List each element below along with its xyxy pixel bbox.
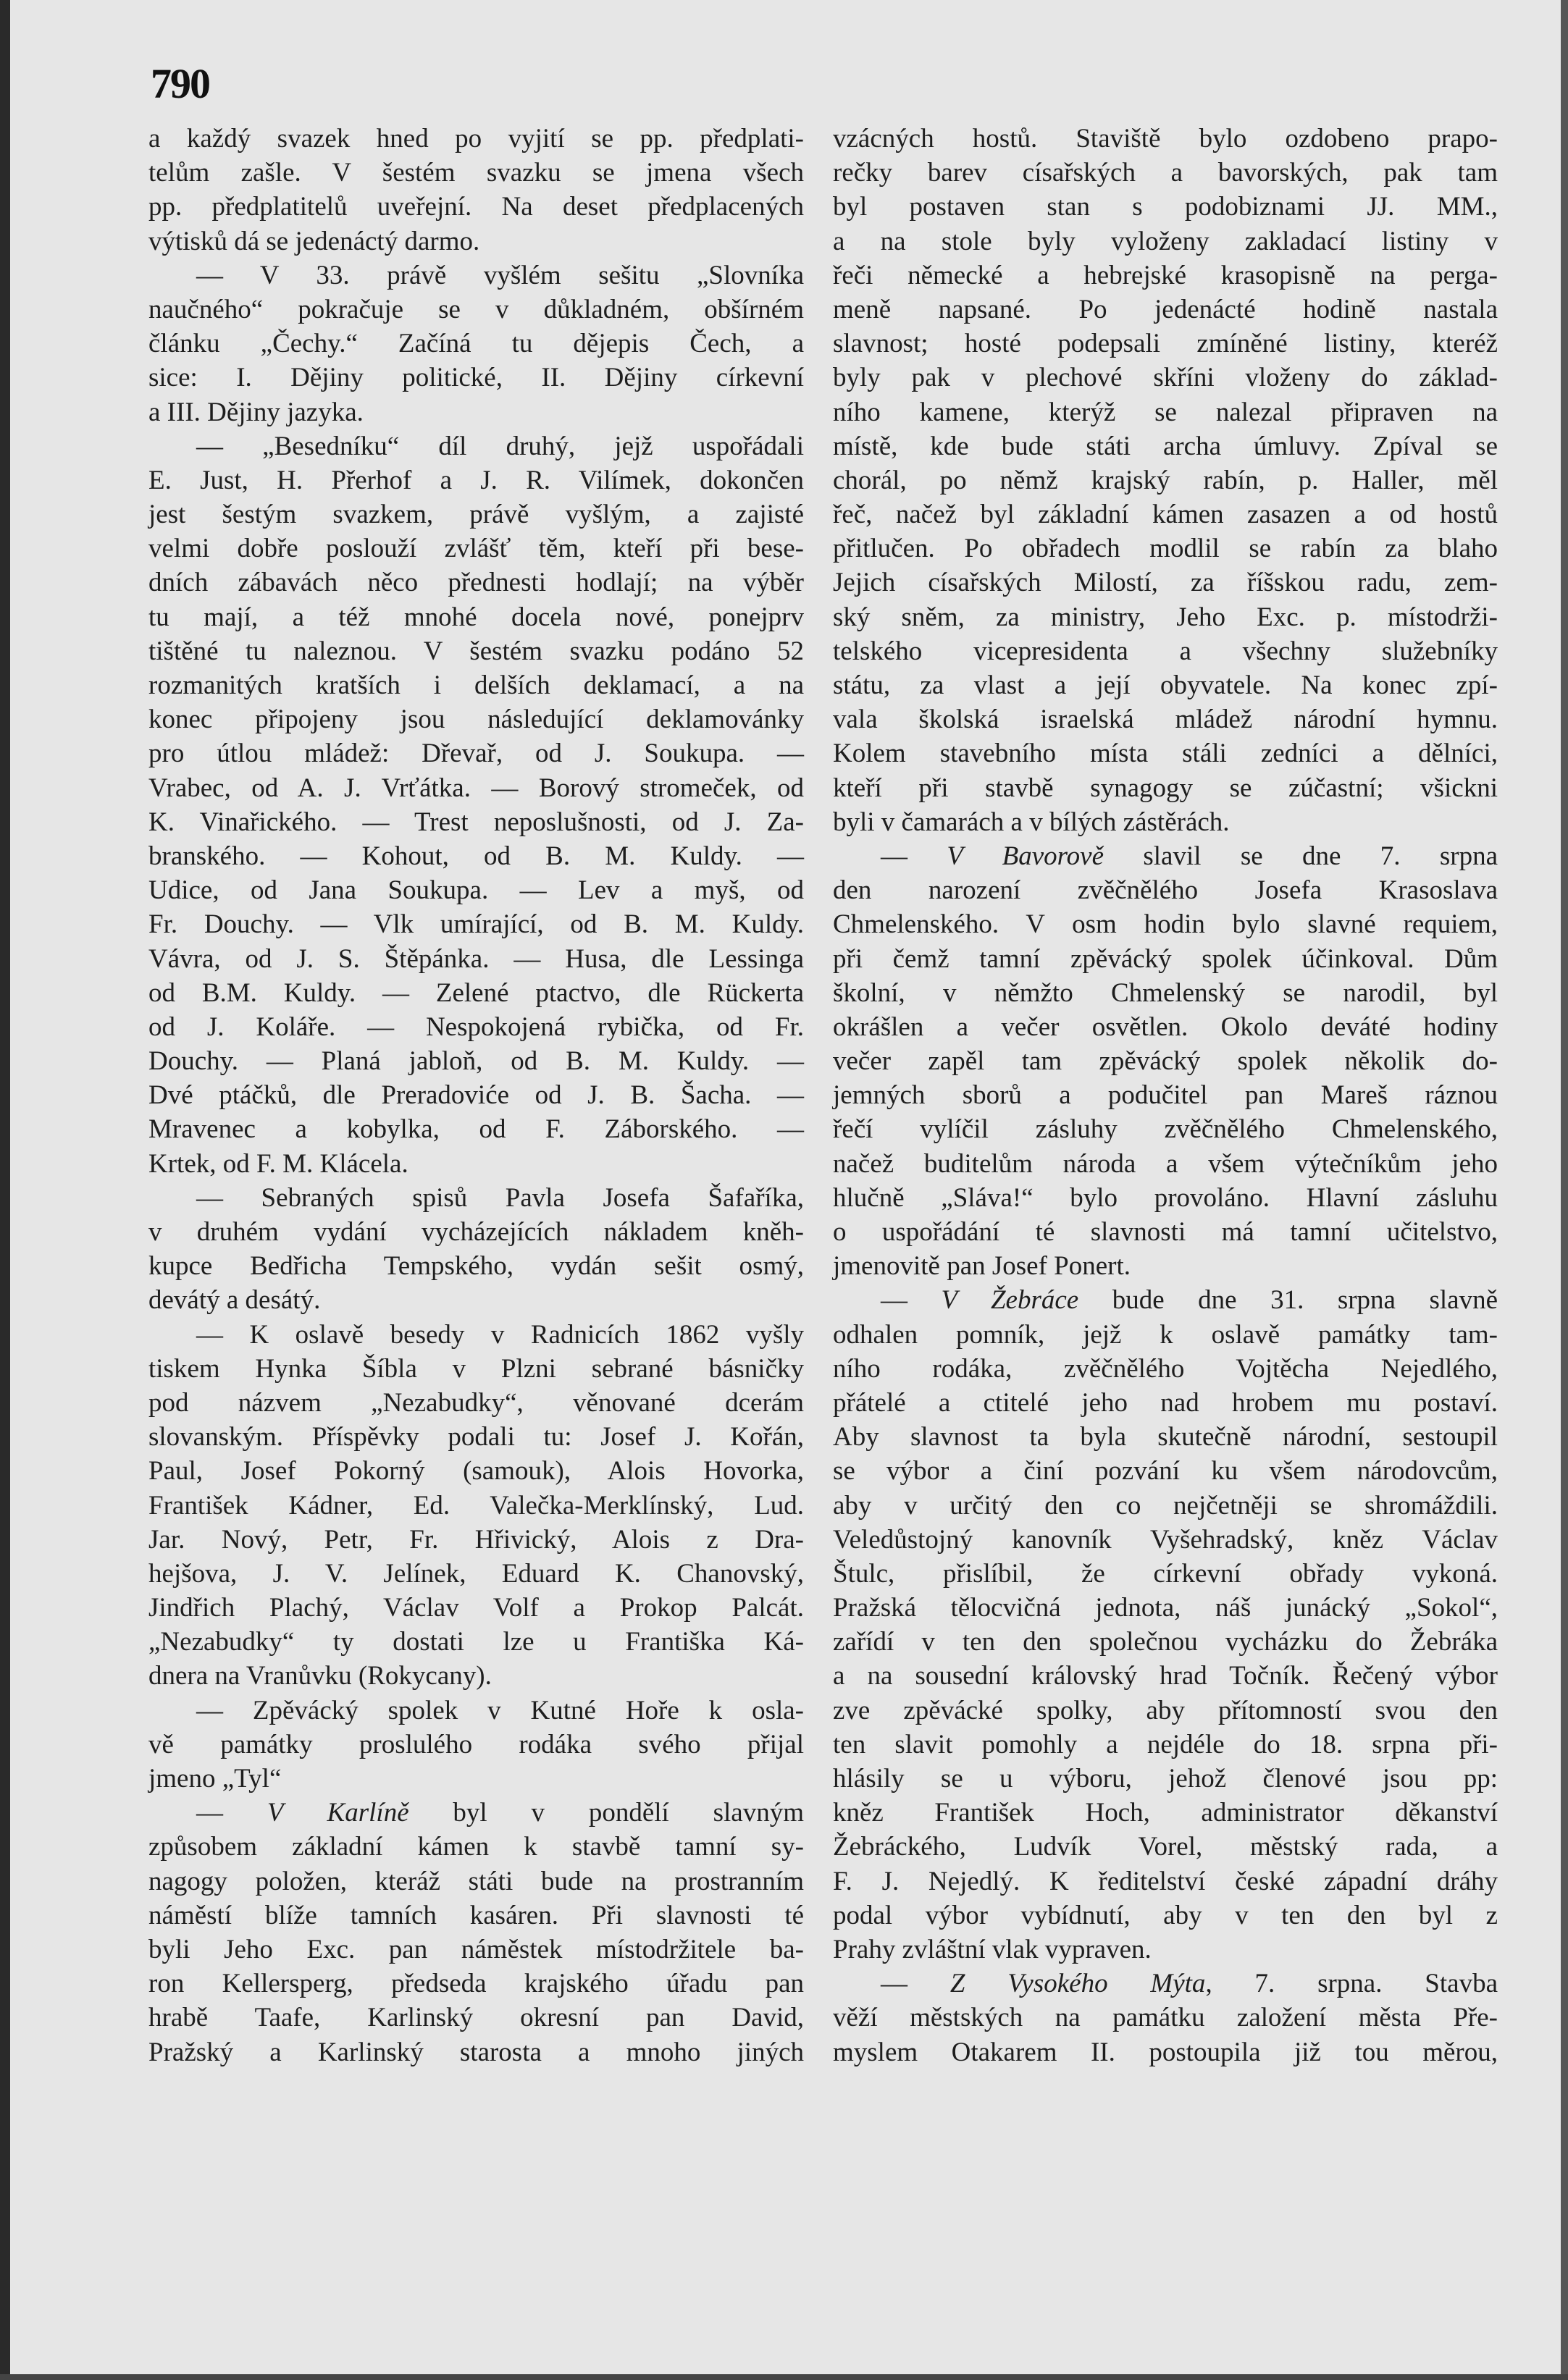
text-line: sice: I. Dějiny politické, II. Dějiny církevní (148, 363, 804, 393)
text-line: — K oslavě besedy v Radnicích 1862 vyšly (196, 1319, 804, 1350)
text-line: Dvé ptáčků, dle Preradoviće od J. B. Šacha. — (148, 1080, 804, 1111)
text-line: tu mají, a též mnohé docela nové, ponejprv (148, 602, 804, 632)
italic-place-name: Z Vysokého Mýta (949, 1969, 1206, 1999)
text-line: náměstí blíže tamních kasáren. Při slavnosti té (148, 1900, 804, 1930)
text-line: pp. předplatitelů uveřejní. Na deset předplacených (148, 192, 804, 222)
text-line: řeč, načež byl základní kámen zasazen a od hostů (833, 500, 1498, 530)
text-line: způsobem základní kámen k stavbě tamní sy- (148, 1832, 804, 1862)
text-line: slavnost; hosté podepsali zmíněné listiny, kteréž (833, 329, 1498, 359)
text-line: se výbor a činí pozvání ku všem národovcům, (833, 1456, 1498, 1487)
text-line: jemných sborů a podučitel pan Mareš ráznou (833, 1080, 1498, 1111)
text-line: okrášlen a večer osvětlen. Okolo deváté hodiny (833, 1012, 1498, 1042)
text-line: a každý svazek hned po vyjití se pp. předplati- (148, 124, 804, 154)
text-line: byly pak v plechové skříni vloženy do základ- (833, 363, 1498, 393)
text-line: Krtek, od F. M. Klácela. (148, 1148, 408, 1179)
text-line (833, 839, 1498, 873)
text-line: — „Besedníku“ díl druhý, jejž uspořádali (196, 431, 804, 461)
scan-edge-bottom (0, 2374, 1568, 2380)
paragraph (148, 1181, 804, 1318)
text-line: věží městských na památku založení města Pře- (833, 2003, 1498, 2033)
text-line: den narození zvěčnělého Josefa Krasoslava (833, 875, 1498, 906)
text-line: — Zpěvácký spolek v Kutné Hoře k osla- (196, 1695, 804, 1725)
text-line: článku „Čechy.“ Začíná tu dějepis Čech, a (148, 329, 804, 359)
text-line: ního kamene, kterýž se nalezal připraven na (833, 397, 1498, 427)
text-line: telům zašle. V šestém svazku se jmena všech (148, 158, 804, 188)
text-line: Mravenec a kobylka, od F. Záborského. — (148, 1114, 804, 1145)
text-line: státu, za vlast a její obyvatele. Na konec zpí- (833, 670, 1498, 700)
text-line: v druhém vydání vycházejících nákladem kněh- (148, 1217, 804, 1247)
text-line: E. Just, H. Přerhof a J. R. Vilímek, dokončen (148, 465, 804, 495)
text-line: kteří při stavbě synagogy se zúčastní; všickni (833, 773, 1498, 803)
text-line: Prahy zvláštní vlak vypraven. (833, 1934, 1152, 1964)
text-line: o uspořádání té slavnosti má tamní učitelstvo, (833, 1217, 1498, 1247)
italic-place-name: V Karlíně (267, 1798, 409, 1828)
text-line: vě památky proslulého rodáka svého přijal (148, 1729, 804, 1759)
line-segment: — (881, 1285, 942, 1316)
text-line: při čemž tamní zpěvácký spolek účinkoval. Dům (833, 943, 1498, 974)
line-segment: — (881, 1969, 950, 1999)
text-line: tištěné tu naleznou. V šestém svazku podáno 52 (148, 636, 804, 666)
text-line: meně napsané. Po jedenácté hodině nastala (833, 294, 1498, 324)
paragraph (148, 258, 804, 429)
text-line: Douchy. — Planá jabloň, od B. M. Kuldy. — (148, 1046, 804, 1077)
text-line: aby v určitý den co nejčetněji se shromáždili. (833, 1490, 1498, 1521)
text-line: Jindřich Plachý, Václav Volf a Prokop Palcát. (148, 1593, 804, 1623)
text-line: Pražský a Karlinský starosta a mnoho jiných (148, 2037, 804, 2067)
text-line: Jejich císařských Milostí, za říšskou radu, zem- (833, 568, 1498, 598)
text-line: nagogy položen, kteráž státi bude na prostranním (148, 1866, 804, 1896)
text-line: Vávra, od J. S. Štěpánka. — Husa, dle Lessinga (148, 943, 804, 974)
text-line: hlásily se u výboru, jehož členové jsou pp: (833, 1764, 1498, 1794)
text-line: jmenovitě pan Josef Ponert. (833, 1251, 1131, 1282)
text-line: řečí vylíčil zásluhy zvěčnělého Chmelenského, (833, 1114, 1498, 1145)
text-line: místě, kde bude státi archa úmluvy. Zpíval se (833, 431, 1498, 461)
text-line: Paul, Josef Pokorný (samouk), Alois Hovorka, (148, 1456, 804, 1487)
text-line: chorál, po němž krajský rabín, p. Haller, měl (833, 465, 1498, 495)
line-segment: — (196, 1798, 267, 1828)
text-line: Pražská tělocvičná jednota, náš junácký „Sokol“, (833, 1593, 1498, 1623)
paragraph (148, 122, 804, 258)
paragraph (148, 1796, 804, 2069)
text-line: pro útlou mládež: Dřevař, od J. Soukupa. — (148, 739, 804, 769)
text-line: jest šestým svazkem, právě vyšlým, a zajisté (148, 500, 804, 530)
line-segment: — (881, 841, 947, 871)
text-line: kněz František Hoch, administrator děkanství (833, 1798, 1498, 1828)
text-line: jmeno „Tyl“ (148, 1764, 282, 1794)
italic-place-name: V Bavorově (947, 841, 1104, 871)
text-line: Štulc, přislíbil, že církevní obřady vykoná. (833, 1558, 1498, 1589)
text-line: a na stole byly vyloženy zakladací listiny v (833, 226, 1498, 256)
text-column-left (148, 122, 804, 2069)
text-line: „Nezabudky“ ty dostati lze u Františka Ká- (148, 1627, 804, 1657)
text-line: Aby slavnost ta byla skutečně národní, sestoupil (833, 1422, 1498, 1452)
text-line (833, 1283, 1498, 1317)
text-line: devátý a desátý. (148, 1285, 321, 1316)
text-line: od B.M. Kuldy. — Zelené ptactvo, dle Rückerta (148, 977, 804, 1008)
text-line: ský sněm, za ministry, Jeho Exc. p. místodrži- (833, 602, 1498, 632)
scan-edge-left (0, 0, 10, 2380)
line-segment: , 7. srpna. Stavba (1205, 1969, 1498, 1999)
text-line: slovanským. Příspěvky podali tu: Josef J. Kořán, (148, 1422, 804, 1452)
text-line: byli Jeho Exc. pan náměstek místodržitele ba- (148, 1934, 804, 1964)
text-line: pod názvem „Nezabudky“, věnované dcerám (148, 1387, 804, 1418)
text-line: naučného“ pokračuje se v důkladném, obšírném (148, 294, 804, 324)
text-line: branského. — Kohout, od B. M. Kuldy. — (148, 841, 804, 871)
text-line: Jar. Nový, Petr, Fr. Hřivický, Alois z Dra- (148, 1524, 804, 1555)
text-line: rečky barev císařských a bavorských, pak tam (833, 158, 1498, 188)
text-line (148, 1796, 804, 1830)
text-line: byl postaven stan s podobiznami JJ. MM., (833, 192, 1498, 222)
text-line: kupce Bedřicha Tempského, vydán sešit osmý, (148, 1251, 804, 1282)
text-line: myslem Otakarem II. postoupila již tou měrou, (833, 2037, 1498, 2067)
text-line: dnera na Vranůvku (Rokycany). (148, 1661, 492, 1691)
text-line: zve zpěvácké spolky, aby přítomností svou den (833, 1695, 1498, 1725)
text-line: telského vicepresidenta a všechny služebníky (833, 636, 1498, 666)
line-segment: byl v pondělí slavným (408, 1798, 804, 1828)
text-line: odhalen pomník, jejž k oslavě památky tam- (833, 1319, 1498, 1350)
text-line: Fr. Douchy. — Vlk umírající, od B. M. Kuldy. (148, 909, 804, 940)
paragraph (833, 1967, 1498, 2069)
text-line: Udice, od Jana Soukupa. — Lev a myš, od (148, 875, 804, 906)
text-line: — V 33. právě vyšlém sešitu „Slovníka (196, 260, 804, 290)
text-line (833, 1967, 1498, 2001)
text-line: hlučně „Sláva!“ bylo provoláno. Hlavní zásluhu (833, 1182, 1498, 1213)
text-line: konec připojeny jsou následující deklamovánky (148, 705, 804, 735)
text-line: — Sebraných spisů Pavla Josefa Šafaříka, (196, 1182, 804, 1213)
text-line: přitlučen. Po obřadech modlil se rabín za blaho (833, 534, 1498, 564)
text-line: od J. Koláře. — Nespokojená rybička, od Fr. (148, 1012, 804, 1042)
text-line: Vrabec, od A. J. Vrťátka. — Borový stromeček, od (148, 773, 804, 803)
text-line: Chmelenského. V osm hodin bylo slavné requiem, (833, 909, 1498, 940)
text-line: výtisků dá se jedenáctý darmo. (148, 226, 480, 256)
text-line: školní, v němžto Chmelenský se narodil, byl (833, 977, 1498, 1008)
text-line: velmi dobře poslouží zvlášť těm, kteří při bese- (148, 534, 804, 564)
italic-place-name: V Žebráce (941, 1285, 1079, 1316)
text-line: vzácných hostů. Staviště bylo ozdobeno prapo- (833, 124, 1498, 154)
text-line: Veledůstojný kanovník Vyšehradský, kněz Václav (833, 1524, 1498, 1555)
text-line: tiskem Hynka Šíbla v Plzni sebrané básničky (148, 1353, 804, 1384)
text-line: řeči německé a hebrejské krasopisně na perga- (833, 260, 1498, 290)
text-line: František Kádner, Ed. Valečka-Merklínský, Lud. (148, 1490, 804, 1521)
paragraph (148, 1318, 804, 1694)
text-line: načež buditelům národa a všem výtečníkům jeho (833, 1148, 1498, 1179)
page-number: 790 (151, 60, 209, 107)
line-segment: bude dne 31. srpna slavně (1078, 1285, 1498, 1316)
text-line: byli v čamarách a v bílých zástěrách. (833, 807, 1230, 837)
text-line: večer zapěl tam zpěvácký spolek několik do- (833, 1046, 1498, 1077)
paragraph (833, 839, 1498, 1283)
text-line: podal výbor vybídnutí, aby v ten den byl z (833, 1900, 1498, 1930)
paragraph (833, 122, 1498, 839)
text-line: ten slavit pomohly a nejdéle do 18. srpna při- (833, 1729, 1498, 1759)
paragraph (148, 1694, 804, 1796)
scan-edge-right (1561, 0, 1568, 2380)
text-line: vala školská israelská mládež národní hymnu. (833, 705, 1498, 735)
text-line: hrabě Taafe, Karlinský okresní pan David, (148, 2003, 804, 2033)
text-line: K. Vinařického. — Trest neposlušnosti, od J. Za- (148, 807, 804, 837)
paragraph (833, 1283, 1498, 1967)
line-segment: slavil se dne 7. srpna (1104, 841, 1498, 871)
text-line: hejšova, J. V. Jelínek, Eduard K. Chanovský, (148, 1558, 804, 1589)
text-line: ního rodáka, zvěčnělého Vojtěcha Nejedlého, (833, 1353, 1498, 1384)
paragraph (148, 429, 804, 1181)
text-line: F. J. Nejedlý. K ředitelství české západní dráhy (833, 1866, 1498, 1896)
text-line: a na sousední královský hrad Točník. Řečený výbor (833, 1661, 1498, 1691)
text-line: rozmanitých kratších i delších deklamací, a na (148, 670, 804, 700)
text-line: a III. Dějiny jazyka. (148, 397, 364, 427)
text-line: dních zábavách něco přednesti hodlají; na výběr (148, 568, 804, 598)
text-line: Kolem stavebního místa stáli zedníci a dělníci, (833, 739, 1498, 769)
text-line: zařídí v ten den společnou vycházku do Žebráka (833, 1627, 1498, 1657)
text-line: ron Kellersperg, předseda krajského úřadu pan (148, 1969, 804, 1999)
text-column-right (833, 122, 1498, 2069)
text-line: přátelé a ctitelé jeho nad hrobem mu postaví. (833, 1387, 1498, 1418)
text-line: Žebráckého, Ludvík Vorel, městský rada, a (833, 1832, 1498, 1862)
